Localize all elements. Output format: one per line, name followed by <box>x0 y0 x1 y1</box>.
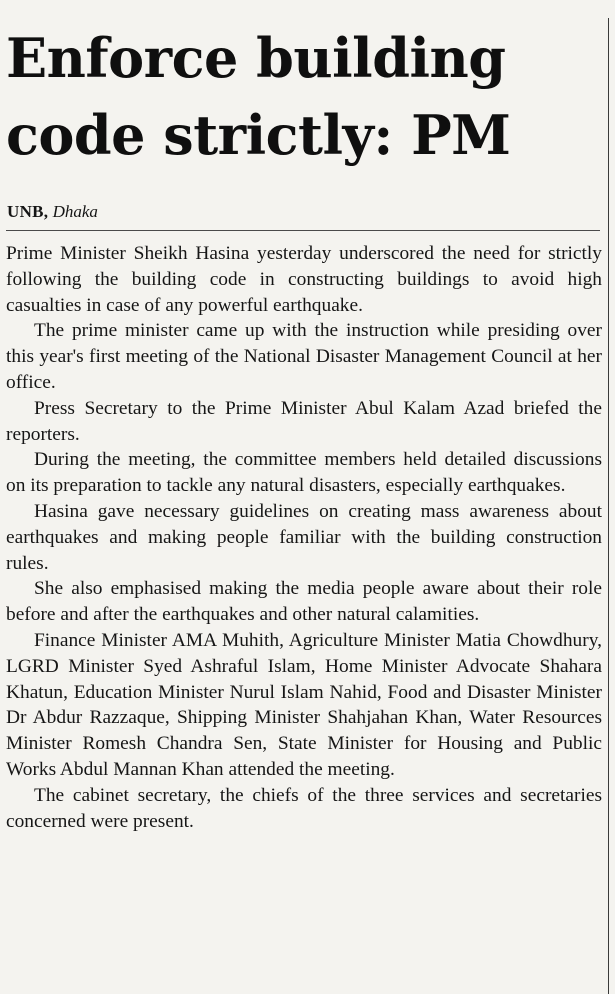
article-paragraph: Finance Minister AMA Muhith, Agriculture Minister Matia Chowdhury, LGRD Minister Syed Ashraful Islam, Home Minister Advocate Shahara Khatun, Education Minister Nurul Islam Nahid, Food and Disaster Minister Dr Abdur Razzaque, Shipping Minister Shahjahan Khan, Water Resources Minister Romesh Chandra Sen, State Minister for Housing and Public Works Abdul Mannan Khan attended the meeting. <box>6 629 602 780</box>
article-paragraph: Prime Minister Sheikh Hasina yesterday underscored the need for strictly following the building code in constructing buildings to avoid high casualties in case of any powerful earthquake. <box>6 243 602 316</box>
article-paragraph: The cabinet secretary, the chiefs of the three services and secretaries concerned were present. <box>6 784 602 832</box>
article-body <box>6 241 602 834</box>
byline-location: Dhaka <box>52 202 98 221</box>
article-paragraph: The prime minister came up with the instruction while presiding over this year's first meeting of the National Disaster Management Council at her office. <box>6 320 602 393</box>
byline-agency: UNB, <box>7 202 49 221</box>
article-headline: Enforce building code strictly: PM <box>6 26 511 167</box>
column-rule <box>608 18 609 994</box>
article-paragraph: Hasina gave necessary guidelines on creating mass awareness about earthquakes and making people familiar with the building construction rules. <box>6 500 602 574</box>
article-paragraph: She also emphasised making the media people aware about their role before and after the earthquakes and other natural calamities. <box>6 578 602 626</box>
byline <box>7 200 98 224</box>
article-paragraph: During the meeting, the committee members held detailed discussions on its preparation to tackle any natural disasters, especially earthquakes. <box>6 449 602 497</box>
byline-divider <box>6 230 600 231</box>
article-paragraph: Press Secretary to the Prime Minister Abul Kalam Azad briefed the reporters. <box>6 397 602 445</box>
